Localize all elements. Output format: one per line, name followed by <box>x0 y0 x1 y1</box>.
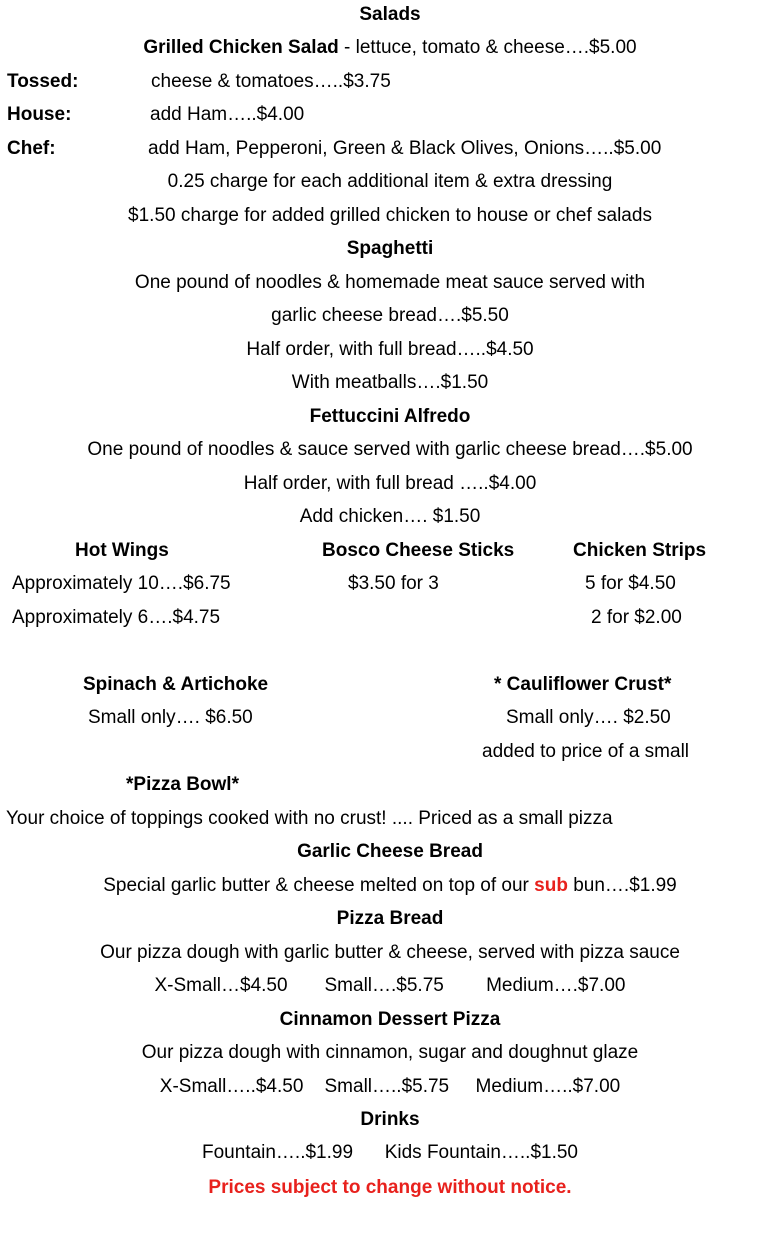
fettuccini-line-2: Half order, with full bread …..$4.00 <box>243 473 537 494</box>
spaghetti-line-3: Half order, with full bread…..$4.50 <box>246 339 534 360</box>
chicken-strips-line-1: 5 for $4.50 <box>585 573 676 594</box>
garlic-bread-line <box>0 874 780 898</box>
spaghetti-line-1: One pound of noodles & homemade meat sauce served with <box>134 272 646 293</box>
fettuccini-line-1: One pound of noodles & sauce served with garlic cheese bread….$5.00 <box>87 439 693 460</box>
garlic-bread-text-pre: Special garlic butter & cheese melted on top of our <box>103 875 535 896</box>
pizza-bread-heading: Pizza Bread <box>336 908 444 929</box>
grilled-chicken-salad-name: Grilled Chicken Salad <box>143 37 339 58</box>
garlic-bread-heading: Garlic Cheese Bread <box>297 841 483 862</box>
garlic-bread-text-post: bun….$1.99 <box>567 875 677 896</box>
house-text: add Ham…..$4.00 <box>150 104 305 125</box>
garlic-bread-sub-highlight: sub <box>534 875 568 896</box>
cauliflower-line-1: Small only…. $2.50 <box>506 707 671 728</box>
tossed-text: cheese & tomatoes…..$3.75 <box>151 71 391 92</box>
salads-heading: Salads <box>359 4 421 25</box>
salads-note-extra-item: 0.25 charge for each additional item & extra dressing <box>167 171 613 192</box>
cauliflower-heading: * Cauliflower Crust* <box>494 674 672 695</box>
cinnamon-prices: X-Small…..$4.50 Small…..$5.75 Medium…..$7.00 <box>159 1076 621 1097</box>
drinks-prices: Fountain…..$1.99 Kids Fountain…..$1.50 <box>201 1142 578 1163</box>
grilled-chicken-salad-desc: - lettuce, tomato & cheese….$5.00 <box>338 37 637 58</box>
house-label: House: <box>7 104 72 125</box>
drinks-heading: Drinks <box>360 1109 420 1130</box>
bosco-heading: Bosco Cheese Sticks <box>322 540 515 561</box>
cinnamon-heading: Cinnamon Dessert Pizza <box>279 1009 501 1030</box>
chef-text: add Ham, Pepperoni, Green & Black Olives, Onions…..$5.00 <box>148 138 662 159</box>
spinach-line-1: Small only…. $6.50 <box>88 707 253 728</box>
chicken-strips-heading: Chicken Strips <box>573 540 707 561</box>
cauliflower-line-2: added to price of a small <box>482 741 690 762</box>
bosco-line-1: $3.50 for 3 <box>348 573 439 594</box>
cinnamon-line-1: Our pizza dough with cinnamon, sugar and doughnut glaze <box>141 1042 639 1063</box>
spaghetti-line-2: garlic cheese bread….$5.50 <box>271 305 509 326</box>
spinach-heading: Spinach & Artichoke <box>83 674 269 695</box>
grilled-chicken-salad-line <box>0 36 780 60</box>
salads-note-chicken: $1.50 charge for added grilled chicken to house or chef salads <box>128 205 652 226</box>
chicken-strips-line-2: 2 for $2.00 <box>591 607 682 628</box>
pizza-bread-line-1: Our pizza dough with garlic butter & cheese, served with pizza sauce <box>100 942 680 963</box>
spaghetti-heading: Spaghetti <box>346 238 434 259</box>
pizza-bowl-line-1: Your choice of toppings cooked with no crust! .... Priced as a small pizza <box>6 808 613 829</box>
pizza-bowl-heading: *Pizza Bowl* <box>126 774 239 795</box>
tossed-label: Tossed: <box>7 71 79 92</box>
price-change-notice: Prices subject to change without notice. <box>208 1177 572 1198</box>
chef-label: Chef: <box>7 138 56 159</box>
hot-wings-line-2: Approximately 6….$4.75 <box>12 607 221 628</box>
spaghetti-line-4: With meatballs….$1.50 <box>291 372 489 393</box>
hot-wings-heading: Hot Wings <box>75 540 169 561</box>
pizza-bread-prices: X-Small…$4.50 Small….$5.75 Medium….$7.00 <box>154 975 626 996</box>
hot-wings-line-1: Approximately 10….$6.75 <box>12 573 231 594</box>
fettuccini-heading: Fettuccini Alfredo <box>309 406 471 427</box>
fettuccini-line-3: Add chicken…. $1.50 <box>299 506 481 527</box>
